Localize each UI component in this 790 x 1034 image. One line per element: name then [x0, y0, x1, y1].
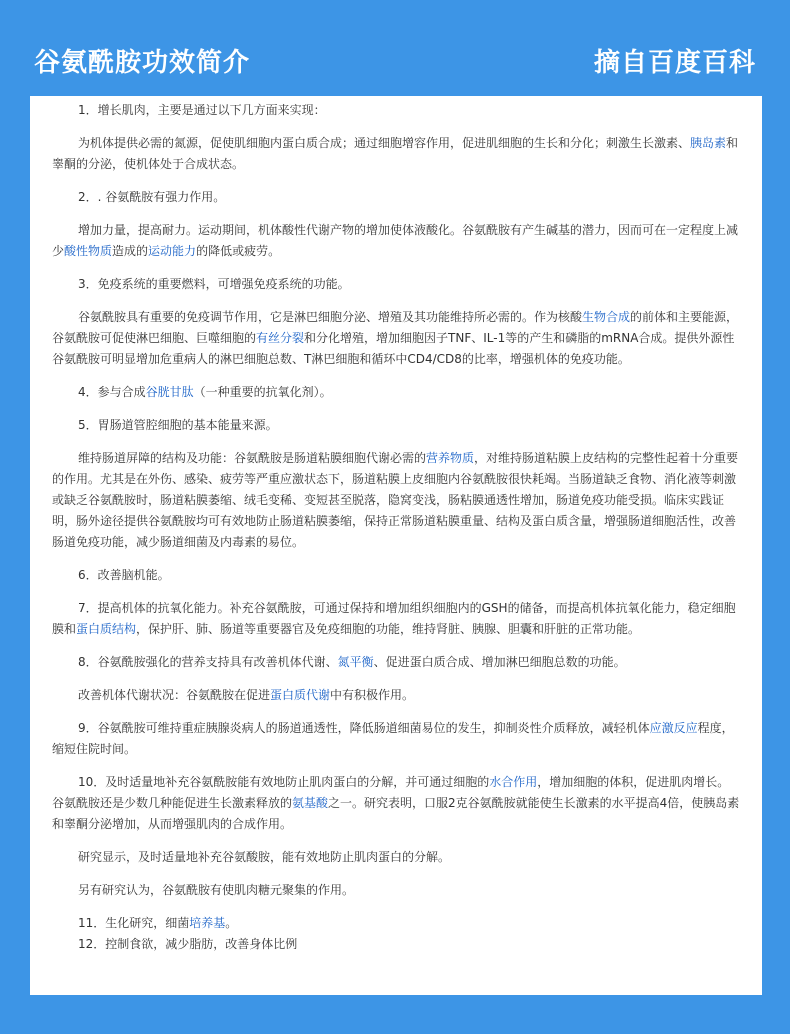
term-link[interactable]: 蛋白质结构 — [76, 622, 137, 636]
paragraph-text: 10．及时适量地补充谷氨酰胺能有效地防止肌肉蛋白的分解，并可通过细胞的 — [78, 775, 490, 789]
paragraph-text: 2．. 谷氨酰胺有强力作用。 — [78, 190, 226, 204]
paragraph-text: 和分化增殖，增加细胞因子TNF、IL-1等的产生和磷脂的mRNA合成。提供外源性谷氨酰胺可明显增加危重病人的淋巴细胞总数、T淋巴细胞和循环中CD4/CD8的比率，增强机体的免疫功能。 — [52, 331, 735, 366]
paragraph — [52, 565, 740, 586]
source-label: 摘自百度百科 — [593, 48, 756, 78]
paragraph-text: 谷氨酰胺具有重要的免疫调节作用，它是淋巴细胞分泌、增殖及其功能维持所必需的。作为核酸 — [78, 310, 583, 324]
paragraph-text: （一种重要的抗氧化剂）。 — [193, 385, 332, 399]
paragraph — [52, 772, 740, 835]
paragraph-text: 研究显示，及时适量地补充谷氨酸胺，能有效地防止肌肉蛋白的分解。 — [78, 850, 451, 864]
term-link[interactable]: 酸性物质 — [64, 244, 113, 258]
paragraph — [52, 448, 740, 553]
paragraph-text: 另有研究认为，谷氨酰胺有使肌肉糖元聚集的作用。 — [78, 883, 355, 897]
paragraph-text: 1．增长肌肉，主要是通过以下几方面来实现： — [78, 103, 326, 117]
paragraph — [52, 685, 740, 706]
paragraph-text: 的前体和主要能源，谷氨酰胺可促使淋巴细胞、巨噬细胞的 — [52, 310, 739, 345]
paragraph-text: 、促进蛋白质合成、增加淋巴细胞总数的功能。 — [373, 655, 626, 669]
paragraph-text: 程度，缩短住院时间。 — [52, 721, 734, 756]
paragraph-text: 12．控制食欲，减少脂肪，改善身体比例 — [78, 937, 298, 951]
term-link[interactable]: 蛋白质代谢 — [270, 688, 331, 702]
paragraph-text: ，增加细胞的体积，促进肌肉增长。谷氨酰胺还是少数几种能促进生长激素释放的 — [52, 775, 730, 810]
term-link[interactable]: 谷胱甘肽 — [145, 385, 194, 399]
paragraph — [52, 220, 740, 262]
paragraph — [52, 415, 740, 436]
term-link[interactable]: 胰岛素 — [690, 136, 727, 150]
paragraph-text: 为机体提供必需的氮源，促使肌细胞内蛋白质合成；通过细胞增容作用，促进肌细胞的生长和分化；刺激生长激素、 — [78, 136, 691, 150]
paragraph — [52, 133, 740, 175]
paragraph — [52, 307, 740, 370]
paragraph-text: 11．生化研究，细菌 — [78, 916, 190, 930]
page-header — [0, 0, 790, 96]
paragraph-text: 8．谷氨酰胺强化的营养支持具有改善机体代谢、 — [78, 655, 338, 669]
term-link[interactable]: 氮平衡 — [337, 655, 374, 669]
page-title: 谷氨酰胺功效简介 — [34, 48, 251, 78]
term-link[interactable]: 有丝分裂 — [256, 331, 305, 345]
paragraph-text: 中有积极作用。 — [330, 688, 415, 702]
paragraph-text: 维持肠道屏障的结构及功能：谷氨酰胺是肠道粘膜细胞代谢必需的 — [78, 451, 427, 465]
paragraph — [52, 652, 740, 673]
paragraph — [52, 187, 740, 208]
paragraph-text: 4．参与合成 — [78, 385, 146, 399]
paragraph — [52, 598, 740, 640]
paragraph-text: 。 — [225, 916, 238, 930]
article-content — [30, 96, 762, 995]
term-link[interactable]: 应激反应 — [649, 721, 698, 735]
paragraph — [52, 880, 740, 901]
paragraph-text: 7．提高机体的抗氧化能力。补充谷氨酰胺，可通过保持和增加组织细胞内的GSH的储备，而提高机体抗氧化能力，稳定细胞膜和 — [52, 601, 736, 636]
paragraph — [52, 274, 740, 295]
paragraph-text: 的降低或疲劳。 — [196, 244, 281, 258]
paragraph-text: 3．免疫系统的重要燃料，可增强免疫系统的功能。 — [78, 277, 350, 291]
term-link[interactable]: 生物合成 — [582, 310, 631, 324]
paragraph-text: 和睾酮的分泌，使机体处于合成状态。 — [52, 136, 739, 171]
paragraph — [52, 934, 740, 955]
term-link[interactable]: 培养基 — [189, 916, 226, 930]
paragraph-text: 9．谷氨酰胺可维持重症胰腺炎病人的肠道通透性，降低肠道细菌易位的发生，抑制炎性介质释放，减轻机体 — [78, 721, 650, 735]
paragraph-text: ，对维持肠道粘膜上皮结构的完整性起着十分重要的作用。尤其是在外伤、感染、疲劳等严重应激状态下，肠道粘膜上皮细胞内谷氨酰胺很快耗竭。当肠道缺乏食物、消化液等刺激或缺乏谷氨酰胺时，肠道粘膜萎缩、绒毛变稀、变短甚至脱落，隐窝变浅，肠粘膜通透性增加，肠道免疫功能受损。临床实践证明，肠外途径提供谷氨酰胺均可有效地防止肠道粘膜萎缩，保持正常肠道粘膜重量、结构及蛋白质含量，增强肠道细胞活性，改善肠道免疫功能，减少肠道细菌及内毒素的易位。 — [52, 451, 739, 549]
paragraph — [52, 847, 740, 868]
paragraph-text: 5．胃肠道管腔细胞的基本能量来源。 — [78, 418, 278, 432]
paragraph — [52, 718, 740, 760]
paragraph-text: 造成的 — [112, 244, 149, 258]
paragraph — [52, 382, 740, 403]
term-link[interactable]: 运动能力 — [148, 244, 197, 258]
paragraph-text: 之一。研究表明，口服2克谷氨酰胺就能使生长激素的水平提高4倍，使胰岛素和睾酮分泌增加，从而增强肌肉的合成作用。 — [52, 796, 740, 831]
paragraph-text: 增加力量，提高耐力。运动期间，机体酸性代谢产物的增加使体液酸化。谷氨酰胺有产生碱基的潜力，因而可在一定程度上减少 — [52, 223, 739, 258]
paragraph-text: 6．改善脑机能。 — [78, 568, 170, 582]
term-link[interactable]: 营养物质 — [426, 451, 475, 465]
term-link[interactable]: 氨基酸 — [292, 796, 329, 810]
paragraph — [52, 913, 740, 934]
paragraph — [52, 100, 740, 121]
paragraph-text: 改善机体代谢状况：谷氨酰胺在促进 — [78, 688, 271, 702]
paragraph-text: ，保护肝、肺、肠道等重要器官及免疫细胞的功能，维持肾脏、胰腺、胆囊和肝脏的正常功能。 — [136, 622, 641, 636]
term-link[interactable]: 水合作用 — [489, 775, 538, 789]
